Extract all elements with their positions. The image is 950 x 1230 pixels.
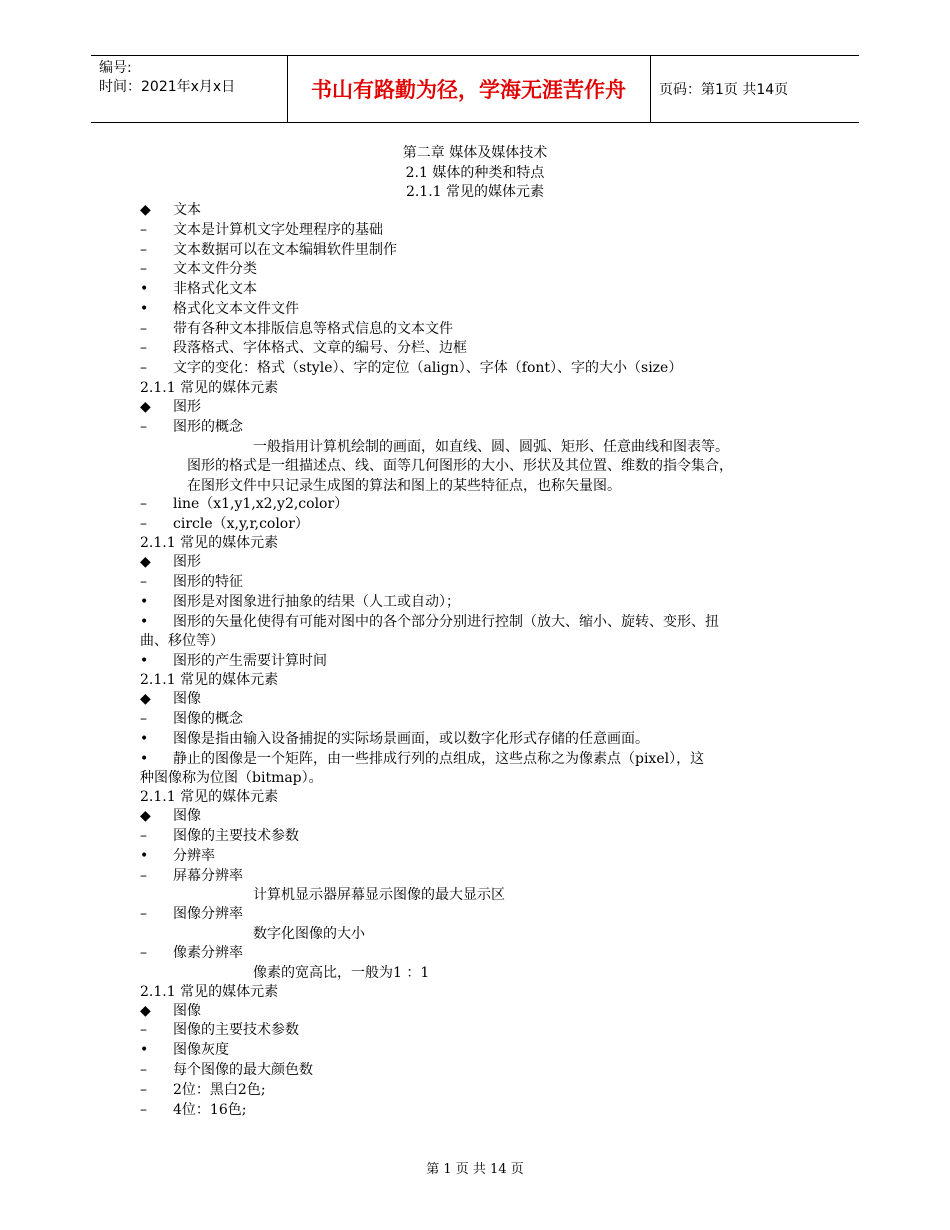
list-item: – 2位：黑白2色; xyxy=(140,1082,266,1098)
list-item: ◆ 图像 xyxy=(140,1003,201,1019)
list-item: – 图像的主要技术参数 xyxy=(140,1022,299,1038)
list-item: – 每个图像的最大颜色数 xyxy=(140,1062,313,1078)
list-item: ◆ 图像 xyxy=(140,808,201,824)
list-item: – 段落格式、字体格式、文章的编号、分栏、边框 xyxy=(140,340,467,356)
list-item-continuation: 曲、移位等） xyxy=(140,633,224,649)
list-item: – 图像的主要技术参数 xyxy=(140,828,299,844)
list-item: ◆ 图像 xyxy=(140,691,201,707)
subsection-heading: 2.1.1 常见的媒体元素 xyxy=(140,984,279,1000)
paragraph-line: 数字化图像的大小 xyxy=(253,926,365,942)
list-item-continuation: 种图像称为位图（bitmap）。 xyxy=(140,770,323,786)
list-item: • 非格式化文本 xyxy=(140,281,257,297)
list-item: – 屏幕分辨率 xyxy=(140,868,243,884)
paragraph-line: 一般指用计算机绘制的画面，如直线、圆、圆弧、矩形、任意曲线和图表等。 xyxy=(253,439,729,455)
list-item: – 像素分辨率 xyxy=(140,945,243,961)
list-item: – 文本数据可以在文本编辑软件里制作 xyxy=(140,242,397,258)
header-motto: 书山有路勤为径，学海无涯苦作舟 xyxy=(311,78,626,102)
list-item: • 图形是对图象进行抽象的结果（人工或自动）； xyxy=(140,594,460,610)
page-footer: 第 1 页 共 14 页 xyxy=(426,1162,524,1177)
list-item: – 带有各种文本排版信息等格式信息的文本文件 xyxy=(140,321,453,337)
subsection-heading: 2.1.1 常见的媒体元素 xyxy=(140,672,279,688)
paragraph-line: 计算机显示器屏幕显示图像的最大显示区 xyxy=(253,887,505,903)
list-item: – 文字的变化：格式（style）、字的定位（align）、字体（font）、字的大小（size） xyxy=(140,360,683,376)
page-header xyxy=(91,55,859,123)
list-item: • 图形的矢量化使得有可能对图中的各个部分分别进行控制（放大、缩小、旋转、变形、扭 xyxy=(140,614,719,630)
header-page-label: 页码：第1页 共14页 xyxy=(659,82,789,98)
list-item: – 图形的特征 xyxy=(140,574,243,590)
paragraph-line: 在图形文件中只记录生成图的算法和图上的某些特征点，也称矢量图。 xyxy=(187,478,621,494)
list-item: ◆ 图形 xyxy=(140,399,201,415)
list-item: – line（x1,y1,x2,y2,color） xyxy=(140,496,349,512)
paragraph-line: 图形的格式是一组描述点、线、面等几何图形的大小、形状及其位置、维数的指令集合， xyxy=(187,458,733,474)
list-item: – 图形的概念 xyxy=(140,419,243,435)
list-item: – circle（x,y,r,color） xyxy=(140,516,309,532)
list-item: • 图形的产生需要计算时间 xyxy=(140,653,327,669)
list-item: – 4位：16色; xyxy=(140,1102,247,1118)
header-time-label: 时间：2021年x月x日 xyxy=(99,79,236,95)
list-item: – 图像分辨率 xyxy=(140,906,243,922)
list-item: • 静止的图像是一个矩阵，由一些排成行列的点组成，这些点称之为像素点（pixel），这 xyxy=(140,751,705,767)
list-item: • 图像灰度 xyxy=(140,1042,229,1058)
list-item: • 图像是指由输入设备捕捉的实际场景画面，或以数字化形式存储的任意画面。 xyxy=(140,731,649,747)
list-item: • 格式化文本文件文件 xyxy=(140,301,299,317)
paragraph-line: 像素的宽高比，一般为1 ：1 xyxy=(253,965,430,981)
header-number-label: 编号: xyxy=(99,60,132,76)
subsection-heading: 2.1.1 常见的媒体元素 xyxy=(140,380,279,396)
chapter-title: 第二章 媒体及媒体技术 xyxy=(402,145,548,161)
list-item: – 图像的概念 xyxy=(140,711,243,727)
list-item: – 文本是计算机文字处理程序的基础 xyxy=(140,222,383,238)
list-item: • 分辨率 xyxy=(140,848,215,864)
subsection-heading: 2.1.1 常见的媒体元素 xyxy=(140,535,279,551)
section-title: 2.1 媒体的种类和特点 xyxy=(405,165,545,181)
subsection-heading: 2.1.1 常见的媒体元素 xyxy=(140,789,279,805)
list-item: – 文本文件分类 xyxy=(140,261,257,277)
subsection-title: 2.1.1 常见的媒体元素 xyxy=(405,184,545,200)
header-divider xyxy=(650,56,651,122)
list-item: ◆ 文本 xyxy=(140,202,201,218)
header-meta xyxy=(99,59,287,97)
list-item: ◆ 图形 xyxy=(140,554,201,570)
